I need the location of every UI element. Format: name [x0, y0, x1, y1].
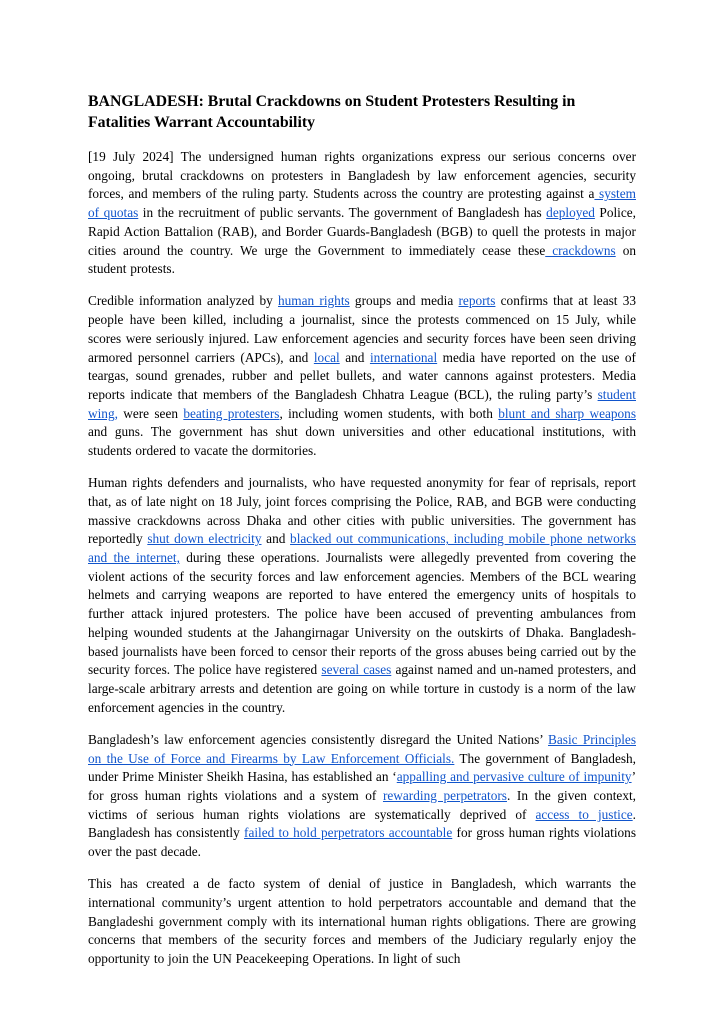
paragraph	[88, 292, 636, 460]
paragraph	[88, 731, 636, 862]
text-run: . In the given context, victims of serious human rights violations are systematically deprived of	[88, 788, 636, 822]
hyperlink[interactable]: Basic Principles on the Use of Force and Firearms by Law Enforcement Officials.	[88, 731, 636, 766]
hyperlink[interactable]: crackdowns	[545, 242, 616, 258]
text-run: during these operations. Journalists were allegedly prevented from covering the violent actions of the security forces and law enforcement agencies. Members of the BCL wearing helmets and carrying weapons are reported to have entered the emergency units of hospitals to further attack injured protesters. The police have been accused of preventing ambulances from helping wounded students at the Jahangirnagar University on the outskirts of Dhaka. Bangladesh-based journalists have been forced to censor their reports of the gross abuses being carried out by the security forces. The police have registered	[88, 550, 636, 678]
paragraph	[88, 875, 636, 969]
text-run: and	[339, 349, 370, 365]
text-run: ’ for gross human rights violations and a system of	[88, 769, 636, 803]
hyperlink[interactable]: shut down electricity	[147, 531, 262, 547]
text-run: and guns. The government has shut down universities and other educational institutions, with students ordered to vacate the dormitories.	[88, 424, 636, 459]
text-run: Police, Rapid Action Battalion (RAB), and Border Guards-Bangladesh (BGB) to quell the protests in major cities around the country. We urge the Government to immediately cease these	[88, 205, 636, 258]
text-run: . Bangladesh has consistently	[88, 806, 636, 841]
text-run: This has created a de facto system of denial of justice in Bangladesh, which warrants the international community’s urgent attention to hold perpetrators accountable and demand that the Bangladeshi government comply with its international human rights obligations. There are growing concerns that members of the security forces and members of the Judiciary regularly enjoy the opportunity to join the UN Peacekeeping Operations. In light of such	[88, 876, 636, 967]
paragraph	[88, 148, 636, 279]
hyperlink[interactable]: failed to hold perpetrators accountable	[244, 825, 453, 841]
hyperlink[interactable]: blunt and sharp weapons	[498, 405, 636, 421]
hyperlink[interactable]: blacked out communications, including mobile phone networks and the internet,	[88, 531, 636, 566]
text-run: media have reported on the use of teargas, sound grenades, rubber and pellet bullets, and water cannons against protesters. Media reports indicate that members of the Bangladesh Chhatra League (BCL), the ruling party’s	[88, 349, 636, 402]
text-run: , including women students, with both	[279, 405, 499, 421]
paragraph	[88, 474, 636, 717]
text-run: confirms that at least 33 people have been killed, including a journalist, since the protests commenced on 15 July, while scores were seriously injured. Law enforcement agencies and security forces have been seen driving armored personnel carriers (APCs), and	[88, 293, 636, 365]
hyperlink[interactable]: access to justice	[535, 806, 633, 822]
text-run: The government of Bangladesh, under Prime Minister Sheikh Hasina, has established an ‘	[88, 750, 636, 785]
document-body	[88, 148, 636, 969]
hyperlink[interactable]: several cases	[321, 662, 392, 678]
hyperlink[interactable]: system of quotas	[88, 186, 636, 221]
document-title: BANGLADESH: Brutal Crackdowns on Student Protesters Resulting in Fatalities Warrant Accountability	[88, 93, 576, 131]
text-run: were seen	[117, 405, 184, 421]
hyperlink[interactable]: rewarding perpetrators	[382, 788, 507, 803]
text-run: Bangladesh’s law enforcement agencies consistently disregard the United Nations’	[88, 731, 548, 747]
text-run: Human rights defenders and journalists, who have requested anonymity for fear of reprisals, report that, as of late night on 18 July, joint forces comprising the Police, RAB, and BGB were conducting massive crackdowns across Dhaka and other cities with public universities. The government has reportedly	[88, 475, 636, 547]
hyperlink[interactable]: deployed	[546, 205, 595, 221]
hyperlink[interactable]: appalling and pervasive culture of impunity	[396, 769, 632, 785]
text-run: Credible information analyzed by	[88, 293, 278, 309]
hyperlink[interactable]: student wing,	[88, 386, 636, 421]
text-run: and	[261, 531, 291, 547]
text-run: [19 July 2024] The undersigned human rights organizations express our serious concerns over ongoing, brutal crackdowns on protesters in Bangladesh by law enforcement agencies, security forces, and members of the ruling party. Students across the country are protesting against a	[88, 149, 636, 202]
hyperlink[interactable]: human rights	[278, 293, 350, 309]
hyperlink[interactable]: international	[369, 349, 438, 365]
text-run: against named and un-named protesters, and large-scale arbitrary arrests and detention are going on while torture in custody is a norm of the law enforcement agencies in the country.	[88, 662, 637, 715]
hyperlink[interactable]: reports	[458, 293, 496, 309]
text-run: for gross human rights violations over the past decade.	[88, 825, 636, 860]
text-run: in the recruitment of public servants. The government of Bangladesh has	[138, 205, 547, 221]
hyperlink[interactable]: beating protesters	[183, 405, 280, 421]
hyperlink[interactable]: local	[313, 349, 340, 365]
text-run: on student protests.	[88, 242, 636, 277]
text-run: groups and media	[349, 293, 459, 309]
